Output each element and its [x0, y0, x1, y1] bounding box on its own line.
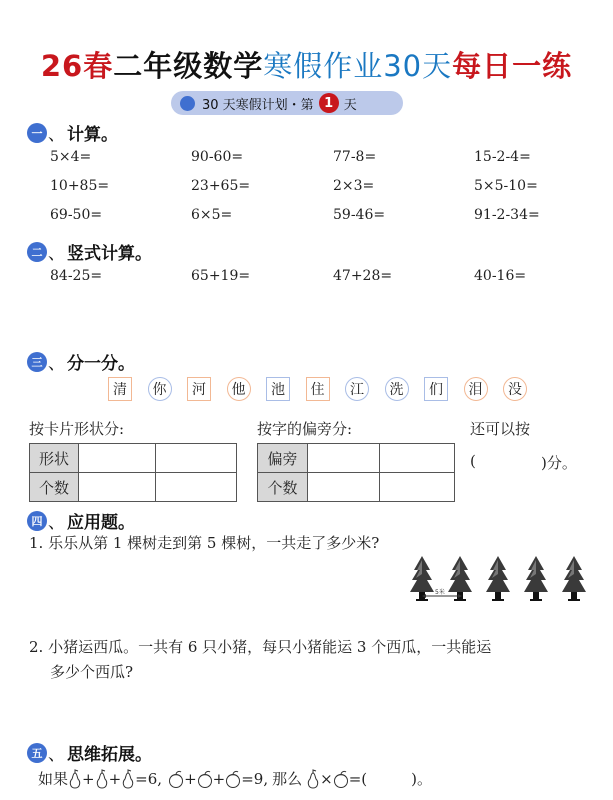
times-sign: ×: [320, 769, 333, 788]
char-card-circle: 泪: [464, 377, 488, 401]
equals-six: =6,: [135, 769, 163, 788]
calc-item: 23+65=: [191, 178, 251, 194]
answer-cell[interactable]: [380, 444, 455, 473]
table-header-cell: 个数: [30, 473, 79, 502]
then-text: 那么: [272, 770, 303, 788]
vertical-calc-item: 40-16=: [474, 268, 527, 284]
dot-icon: [180, 96, 195, 111]
section-number-badge: 四: [27, 511, 47, 531]
apple-icon: [333, 769, 349, 789]
calc-item: 2×3=: [333, 178, 375, 194]
worksheet-title: [0, 44, 613, 85]
by-radical-table: [257, 443, 455, 502]
word-problem-1: 1. 乐乐从第 1 棵树走到第 5 棵树，一共走了多少米?: [29, 534, 380, 552]
section-title: 思维拓展。: [67, 745, 152, 765]
by-shape-label: 按卡片形状分:: [29, 420, 125, 438]
calc-item: 10+85=: [50, 178, 110, 194]
calc-item: 77-8=: [333, 149, 377, 165]
section-number-badge: 二: [27, 242, 47, 262]
vertical-calc-item: 84-25=: [50, 268, 103, 284]
pear-icon: [121, 769, 135, 789]
section-title: 应用题。: [67, 513, 135, 533]
section-number-badge: 三: [27, 352, 47, 372]
table-header-cell: 偏旁: [258, 444, 308, 473]
section-number-badge: 一: [27, 123, 47, 143]
char-card-square: 住: [306, 377, 330, 401]
char-card-square: 河: [187, 377, 211, 401]
separator: 、: [48, 244, 65, 264]
trees-illustration: [408, 552, 588, 608]
char-card-square: 们: [424, 377, 448, 401]
distance-label: 5米: [435, 589, 445, 596]
calc-item: 5×4=: [50, 149, 92, 165]
day-plan-prefix: 30 天寒假计划・第: [202, 97, 314, 113]
table-header-cell: 个数: [258, 473, 308, 502]
if-text: 如果: [38, 770, 69, 788]
table-header-cell: 形状: [30, 444, 79, 473]
pear-icon: [306, 769, 320, 789]
title-grade: 二年级数学: [113, 49, 264, 83]
separator: 、: [48, 513, 65, 533]
calc-item: 69-50=: [50, 207, 103, 223]
word-problem-2-line-1: 2. 小猪运西瓜。一共有 6 只小猪，每只小猪能运 3 个西瓜，一共能运: [29, 638, 492, 656]
calc-item: 5×5-10=: [474, 178, 538, 194]
separator: 、: [48, 125, 65, 145]
answer-paren-close: )。: [411, 770, 432, 788]
day-number: 1: [319, 93, 339, 113]
title-prefix: 26春: [40, 49, 114, 83]
word-problem-2-line-2: 多少个西瓜?: [50, 663, 134, 681]
equals-nine: =9,: [241, 769, 269, 788]
calc-item: 15-2-4=: [474, 149, 531, 165]
thinking-problem: [38, 768, 432, 789]
answer-cell[interactable]: [380, 473, 455, 502]
vertical-calc-item: 65+19=: [191, 268, 251, 284]
calc-item: 59-46=: [333, 207, 386, 223]
apple-icon: [225, 769, 241, 789]
calc-item: 6×5=: [191, 207, 233, 223]
answer-cell[interactable]: [156, 444, 237, 473]
title-homework: 寒假作业30天: [263, 49, 453, 83]
plus-sign: +: [212, 769, 226, 788]
answer-paren-open: =(: [348, 769, 368, 788]
char-card-circle: 洗: [385, 377, 409, 401]
answer-paren-open: (: [470, 452, 476, 470]
separator: 、: [48, 745, 65, 765]
calc-item: 91-2-34=: [474, 207, 540, 223]
section-title: 竖式计算。: [67, 244, 152, 264]
section-1-heading: [27, 120, 118, 145]
by-radical-label: 按字的偏旁分:: [257, 420, 353, 438]
plus-sign: +: [108, 769, 122, 788]
plus-sign: +: [82, 769, 95, 788]
day-plan-badge: [171, 91, 403, 115]
pear-icon: [95, 769, 109, 789]
title-daily: 每日一练: [452, 49, 573, 83]
day-plan-suffix: 天: [343, 97, 357, 113]
answer-paren-close: )分。: [541, 454, 577, 472]
char-card-circle: 江: [345, 377, 369, 401]
calc-item: 90-60=: [191, 149, 244, 165]
char-card-square: 池: [266, 377, 290, 401]
char-card-circle: 你: [148, 377, 172, 401]
pear-icon: [68, 769, 82, 789]
section-2-heading: [27, 239, 152, 264]
answer-cell[interactable]: [308, 473, 380, 502]
other-criteria-label: 还可以按: [470, 420, 531, 438]
char-card-circle: 他: [227, 377, 251, 401]
by-shape-table: [29, 443, 237, 502]
section-3-heading: [27, 349, 135, 374]
section-number-badge: 五: [27, 743, 47, 763]
apple-icon: [197, 769, 213, 789]
apple-icon: [168, 769, 184, 789]
char-card-square: 清: [108, 377, 132, 401]
vertical-calc-item: 47+28=: [333, 268, 393, 284]
answer-cell[interactable]: [308, 444, 380, 473]
answer-cell[interactable]: [79, 444, 156, 473]
section-title: 计算。: [67, 125, 118, 145]
section-title: 分一分。: [67, 354, 135, 374]
character-cards: [108, 377, 527, 401]
separator: 、: [48, 354, 65, 374]
plus-sign: +: [184, 769, 197, 788]
char-card-circle: 没: [503, 377, 527, 401]
section-5-heading: [27, 740, 152, 765]
answer-cell[interactable]: [156, 473, 237, 502]
section-4-heading: [27, 508, 135, 533]
answer-cell[interactable]: [79, 473, 156, 502]
